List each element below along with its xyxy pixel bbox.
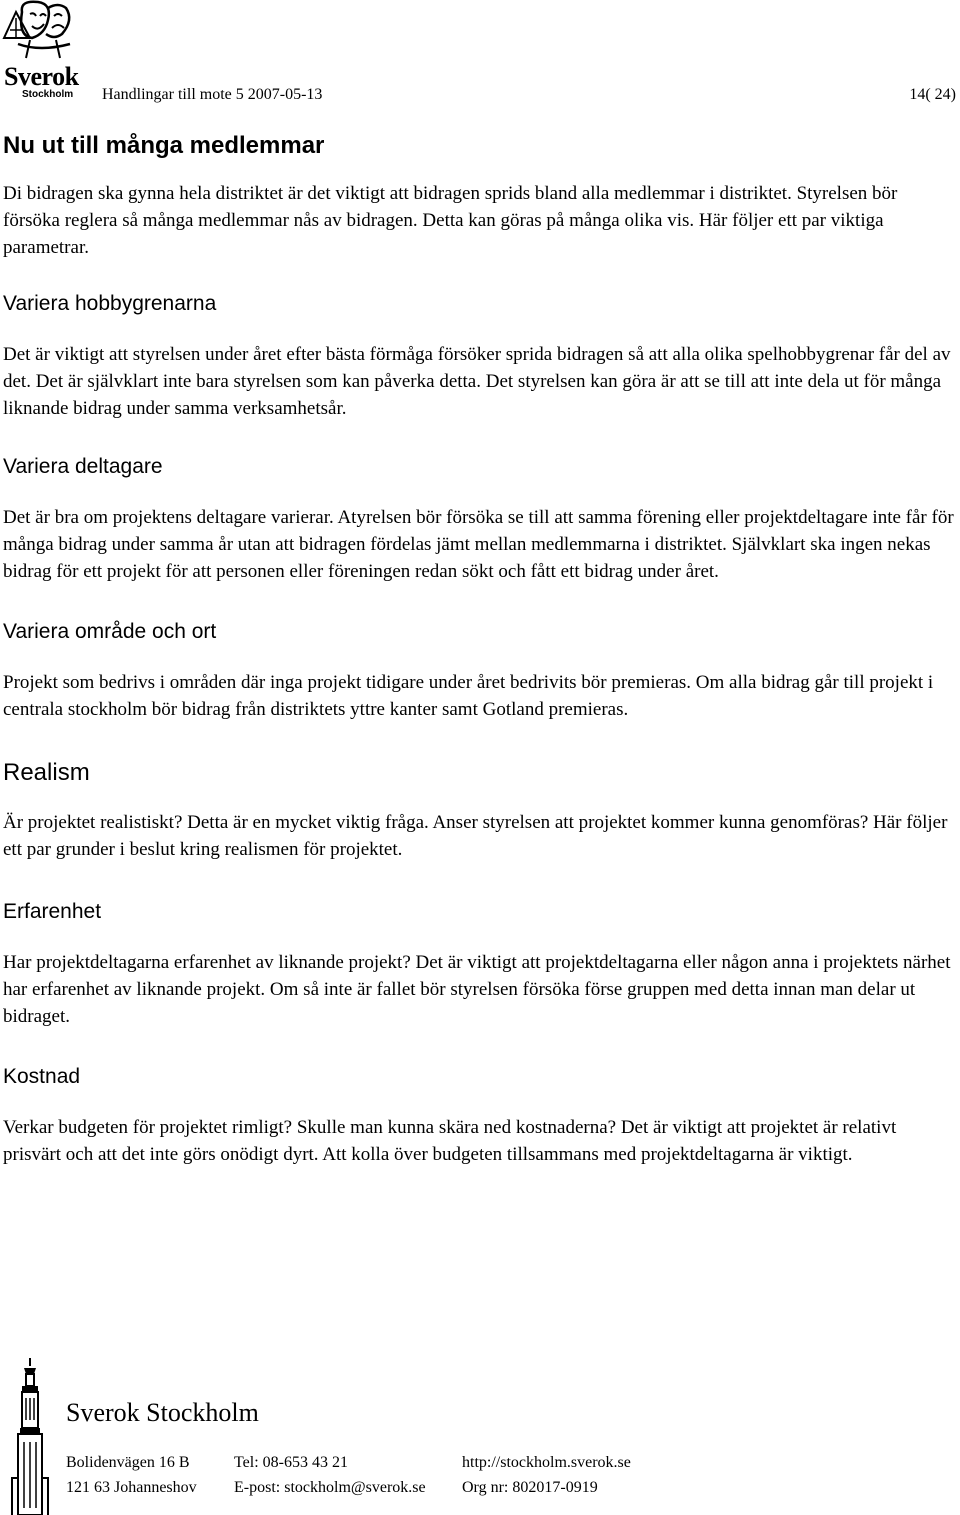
section-paragraph: Det är viktigt att styrelsen under året efter bästa förmåga försöker sprida bidragen så att alla olika spelhobbygrenar får del av det. Det är självklart inte bara styrelsen som kan påverka detta. Det styrelsen kan göra är att se till att inte dela ut för många liknande bidrag under samma verksamhetsår. (3, 344, 951, 419)
section-paragraph: Det är bra om projektens deltagare varierar. Atyrelsen bör försöka se till att samma förening eller projektdeltagare inte får för många bidrag under samma år utan att bidragen fördelas jämt mellan medlemmarna i distriktet. Självklart ska ingen nekas bidrag för ett projekt för att personen eller föreningen redan sökt och fått ett bidrag under året. (3, 507, 954, 582)
section-paragraph: Har projektdeltagarna erfarenhet av liknande projekt? Det är viktigt att projektdeltagarna eller någon anna i projektets närhet har erfarenhet av liknande projekt. Om så inte är fallet bör styrelsen försöka förse gruppen med detta innan man delar ut bidraget. (3, 952, 951, 1027)
city-hall-tower-icon (8, 1358, 52, 1515)
intro-paragraph: Di bidragen ska gynna hela distriktet är det viktigt att bidragen sprids bland alla medlemmar i distriktet. Styrelsen bör försöka reglera så många medlemmar nås av bidragen. Detta kan göras på många olika vis. Här följer ett par viktiga parametrar. (3, 183, 898, 258)
footer-email[interactable]: E-post: stockholm@sverok.se (234, 1479, 426, 1496)
section-heading: Erfarenhet (3, 900, 102, 923)
section-paragraph: Projekt som bedrivs i områden där inga projekt tidigare under året bedrivits bör premieras. Om alla bidrag går till projekt i centrala stockholm bör bidrag från distriktets yttre kanter samt Gotland premieras. (3, 672, 934, 720)
footer-org-number: Org nr: 802017-0919 (462, 1479, 598, 1496)
footer-phone: Tel: 08-653 43 21 (234, 1454, 348, 1471)
footer-address-line1: Bolidenvägen 16 B (66, 1454, 190, 1471)
section-heading: Variera område och ort (3, 620, 217, 643)
logo-name: Sverok (4, 62, 79, 91)
sverok-logo (0, 0, 96, 104)
section-heading: Kostnad (3, 1065, 81, 1088)
page-number: 14( 24) (909, 86, 956, 103)
footer-address-line2: 121 63 Johanneshov (66, 1479, 197, 1496)
theater-masks-icon (0, 0, 96, 70)
section-heading: Variera hobbygrenarna (3, 292, 217, 315)
document-header-title: Handlingar till mote 5 2007-05-13 (102, 86, 323, 103)
section-paragraph: Är projektet realistiskt? Detta är en mycket viktig fråga. Anser styrelsen att projektet kommer kunna genomföras? Här följer ett par grunder i beslut kring realismen för projektet. (3, 812, 948, 860)
section-heading: Realism (3, 759, 90, 786)
section-heading: Variera deltagare (3, 455, 163, 478)
document-body (3, 130, 958, 1168)
page-title: Nu ut till många medlemmar (3, 132, 325, 159)
footer-website-link[interactable]: http://stockholm.sverok.se (462, 1454, 631, 1471)
footer-organization-name: Sverok Stockholm (66, 1398, 259, 1427)
logo-subtitle: Stockholm (22, 89, 74, 100)
section-paragraph: Verkar budgeten för projektet rimligt? Skulle man kunna skära ned kostnaderna? Det är viktigt att projektet är relativt prisvärt och att det inte görs onödigt dyrt. Att kolla över budgeten tillsammans med projektdeltagarna är viktigt. (3, 1117, 897, 1165)
